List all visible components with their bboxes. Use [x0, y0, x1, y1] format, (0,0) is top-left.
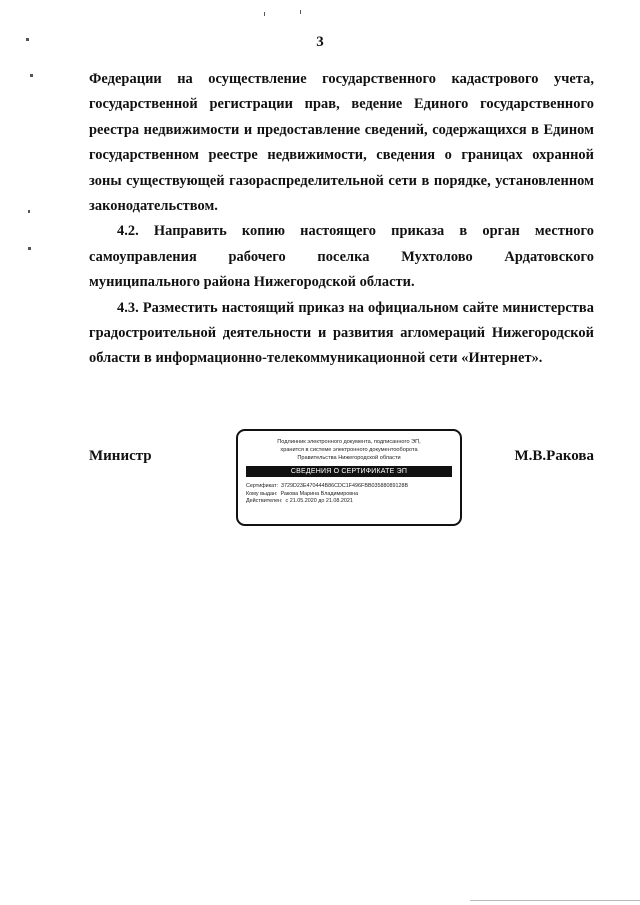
- stamp-header-line: хранится в системе электронного документооборота: [280, 447, 418, 453]
- certificate-label: Сертификат:: [246, 483, 279, 489]
- paragraph-continuation: Федерации на осуществление государственного кадастрового учета, государственной регистрации прав, ведение Единого государственного реестра недвижимости и предоставление сведений, содержащихся в Едином государственном реестре недвижимости, сведения о границах охранной зоны существующей газораспределительной сети в порядке, установленном законодательством.: [89, 71, 594, 215]
- scan-mark: [30, 74, 33, 77]
- scan-line: [470, 900, 640, 901]
- valid-label: Действителен:: [246, 498, 283, 505]
- electronic-signature-stamp: [236, 429, 462, 526]
- issued-to-label: Кому выдан:: [246, 490, 278, 497]
- page-number: 3: [316, 34, 324, 50]
- certificate-row: [246, 483, 452, 491]
- scan-mark: [28, 247, 31, 250]
- scan-mark: [28, 210, 30, 213]
- valid-row: [246, 498, 452, 506]
- certificate-value: 3729D23E470444B86CDC1F496FBB03588089128B: [281, 483, 409, 489]
- paragraph-4-2: 4.2. Направить копию настоящего приказа в орган местного самоуправления рабочего поселка Мухтолово Ардатовского муниципального района Нижегородской области.: [89, 223, 594, 291]
- issued-to-value: Ракова Марина Владимировна: [280, 490, 359, 497]
- stamp-header-line: Подлинник электронного документа, подписанного ЭП,: [277, 439, 421, 445]
- signatory-name: М.В.Ракова: [514, 448, 594, 464]
- stamp-header-line: Правительства Нижегородской области: [297, 455, 401, 461]
- stamp-banner: СВЕДЕНИЯ О СЕРТИФИКАТЕ ЭП: [246, 466, 452, 477]
- paragraph-4-3: 4.3. Разместить настоящий приказ на официальном сайте министерства градостроительной деятельности и развития агломераций Нижегородской области в информационно-телекоммуникационной сети «Интернет».: [89, 299, 594, 367]
- document-body: [89, 67, 594, 372]
- signatory-title: Министр: [89, 448, 152, 464]
- scan-mark: [264, 12, 265, 16]
- stamp-header: [238, 438, 460, 462]
- valid-value: с 21.05.2020 до 21.08.2021: [285, 498, 353, 505]
- scan-mark: [300, 10, 301, 14]
- stamp-details: [246, 483, 452, 506]
